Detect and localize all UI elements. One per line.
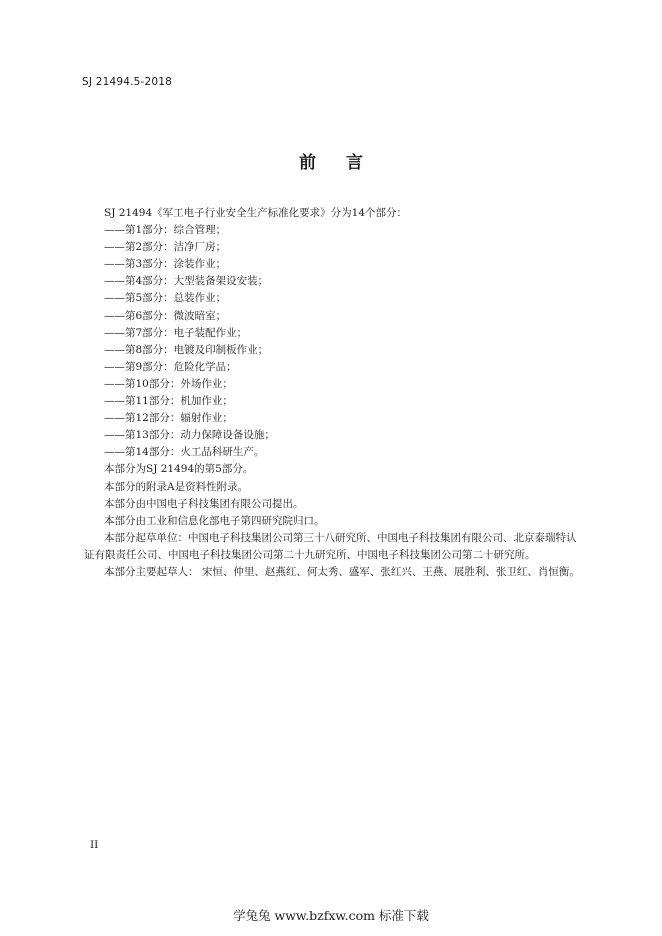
list-item: ——第4部分：大型装备架设安装； bbox=[104, 275, 269, 288]
page-number: II bbox=[90, 839, 99, 851]
footer-watermark: 学兔兔 www.bzfxw.com 标准下载 bbox=[233, 908, 429, 923]
list-item: ——第11部分：机加作业； bbox=[104, 395, 233, 408]
list-item: ——第5部分：总装作业； bbox=[104, 292, 227, 305]
list-item: ——第2部分：洁净厂房； bbox=[104, 241, 227, 254]
list-item: ——第1部分：综合管理； bbox=[104, 224, 227, 237]
statement-line: 本部分的附录A是资料性附录。 bbox=[104, 480, 249, 493]
document-code: SJ 21494.5-2018 bbox=[82, 76, 173, 88]
list-item: ——第10部分：外场作业； bbox=[104, 377, 233, 390]
list-item: ——第13部分：动力保障设备设施； bbox=[104, 429, 275, 442]
list-item: ——第7部分：电子装配作业； bbox=[104, 326, 248, 339]
statement-line: 本部分为SJ 21494的第5部分。 bbox=[104, 463, 254, 476]
list-item: ——第8部分：电镀及印制板作业； bbox=[104, 343, 269, 356]
list-item: ——第9部分：危险化学品； bbox=[104, 360, 237, 373]
list-item: ——第12部分：辐射作业； bbox=[104, 412, 233, 425]
preface-body bbox=[84, 205, 584, 581]
list-item: ——第3部分：涂装作业； bbox=[104, 258, 227, 271]
drafting-units-paragraph: 本部分起草单位：中国电子科技集团公司第三十八研究所、中国电子科技集团有限公司、北京泰瑞特认证有限责任公司、中国电子科技集团公司第二十九研究所、中国电子科技集团公司第二十研究所。 bbox=[84, 531, 577, 561]
parts-list bbox=[84, 222, 584, 461]
list-item: ——第6部分：微波暗室； bbox=[104, 309, 227, 322]
intro-line: SJ 21494《军工电子行业安全生产标准化要求》分为14个部分： bbox=[104, 207, 408, 219]
page-title: 前言 bbox=[299, 153, 393, 173]
statement-line: 本部分由工业和信息化部电子第四研究院归口。 bbox=[104, 514, 325, 527]
drafters-paragraph: 本部分主要起草人： 宋恒、仲里、赵燕红、何太秀、盛军、张红兴、王燕、展胜利、张卫红、肖恒衡。 bbox=[104, 565, 580, 578]
list-item: ——第14部分：火工品科研生产。 bbox=[104, 446, 265, 459]
statement-line: 本部分由中国电子科技集团有限公司提出。 bbox=[104, 497, 304, 510]
